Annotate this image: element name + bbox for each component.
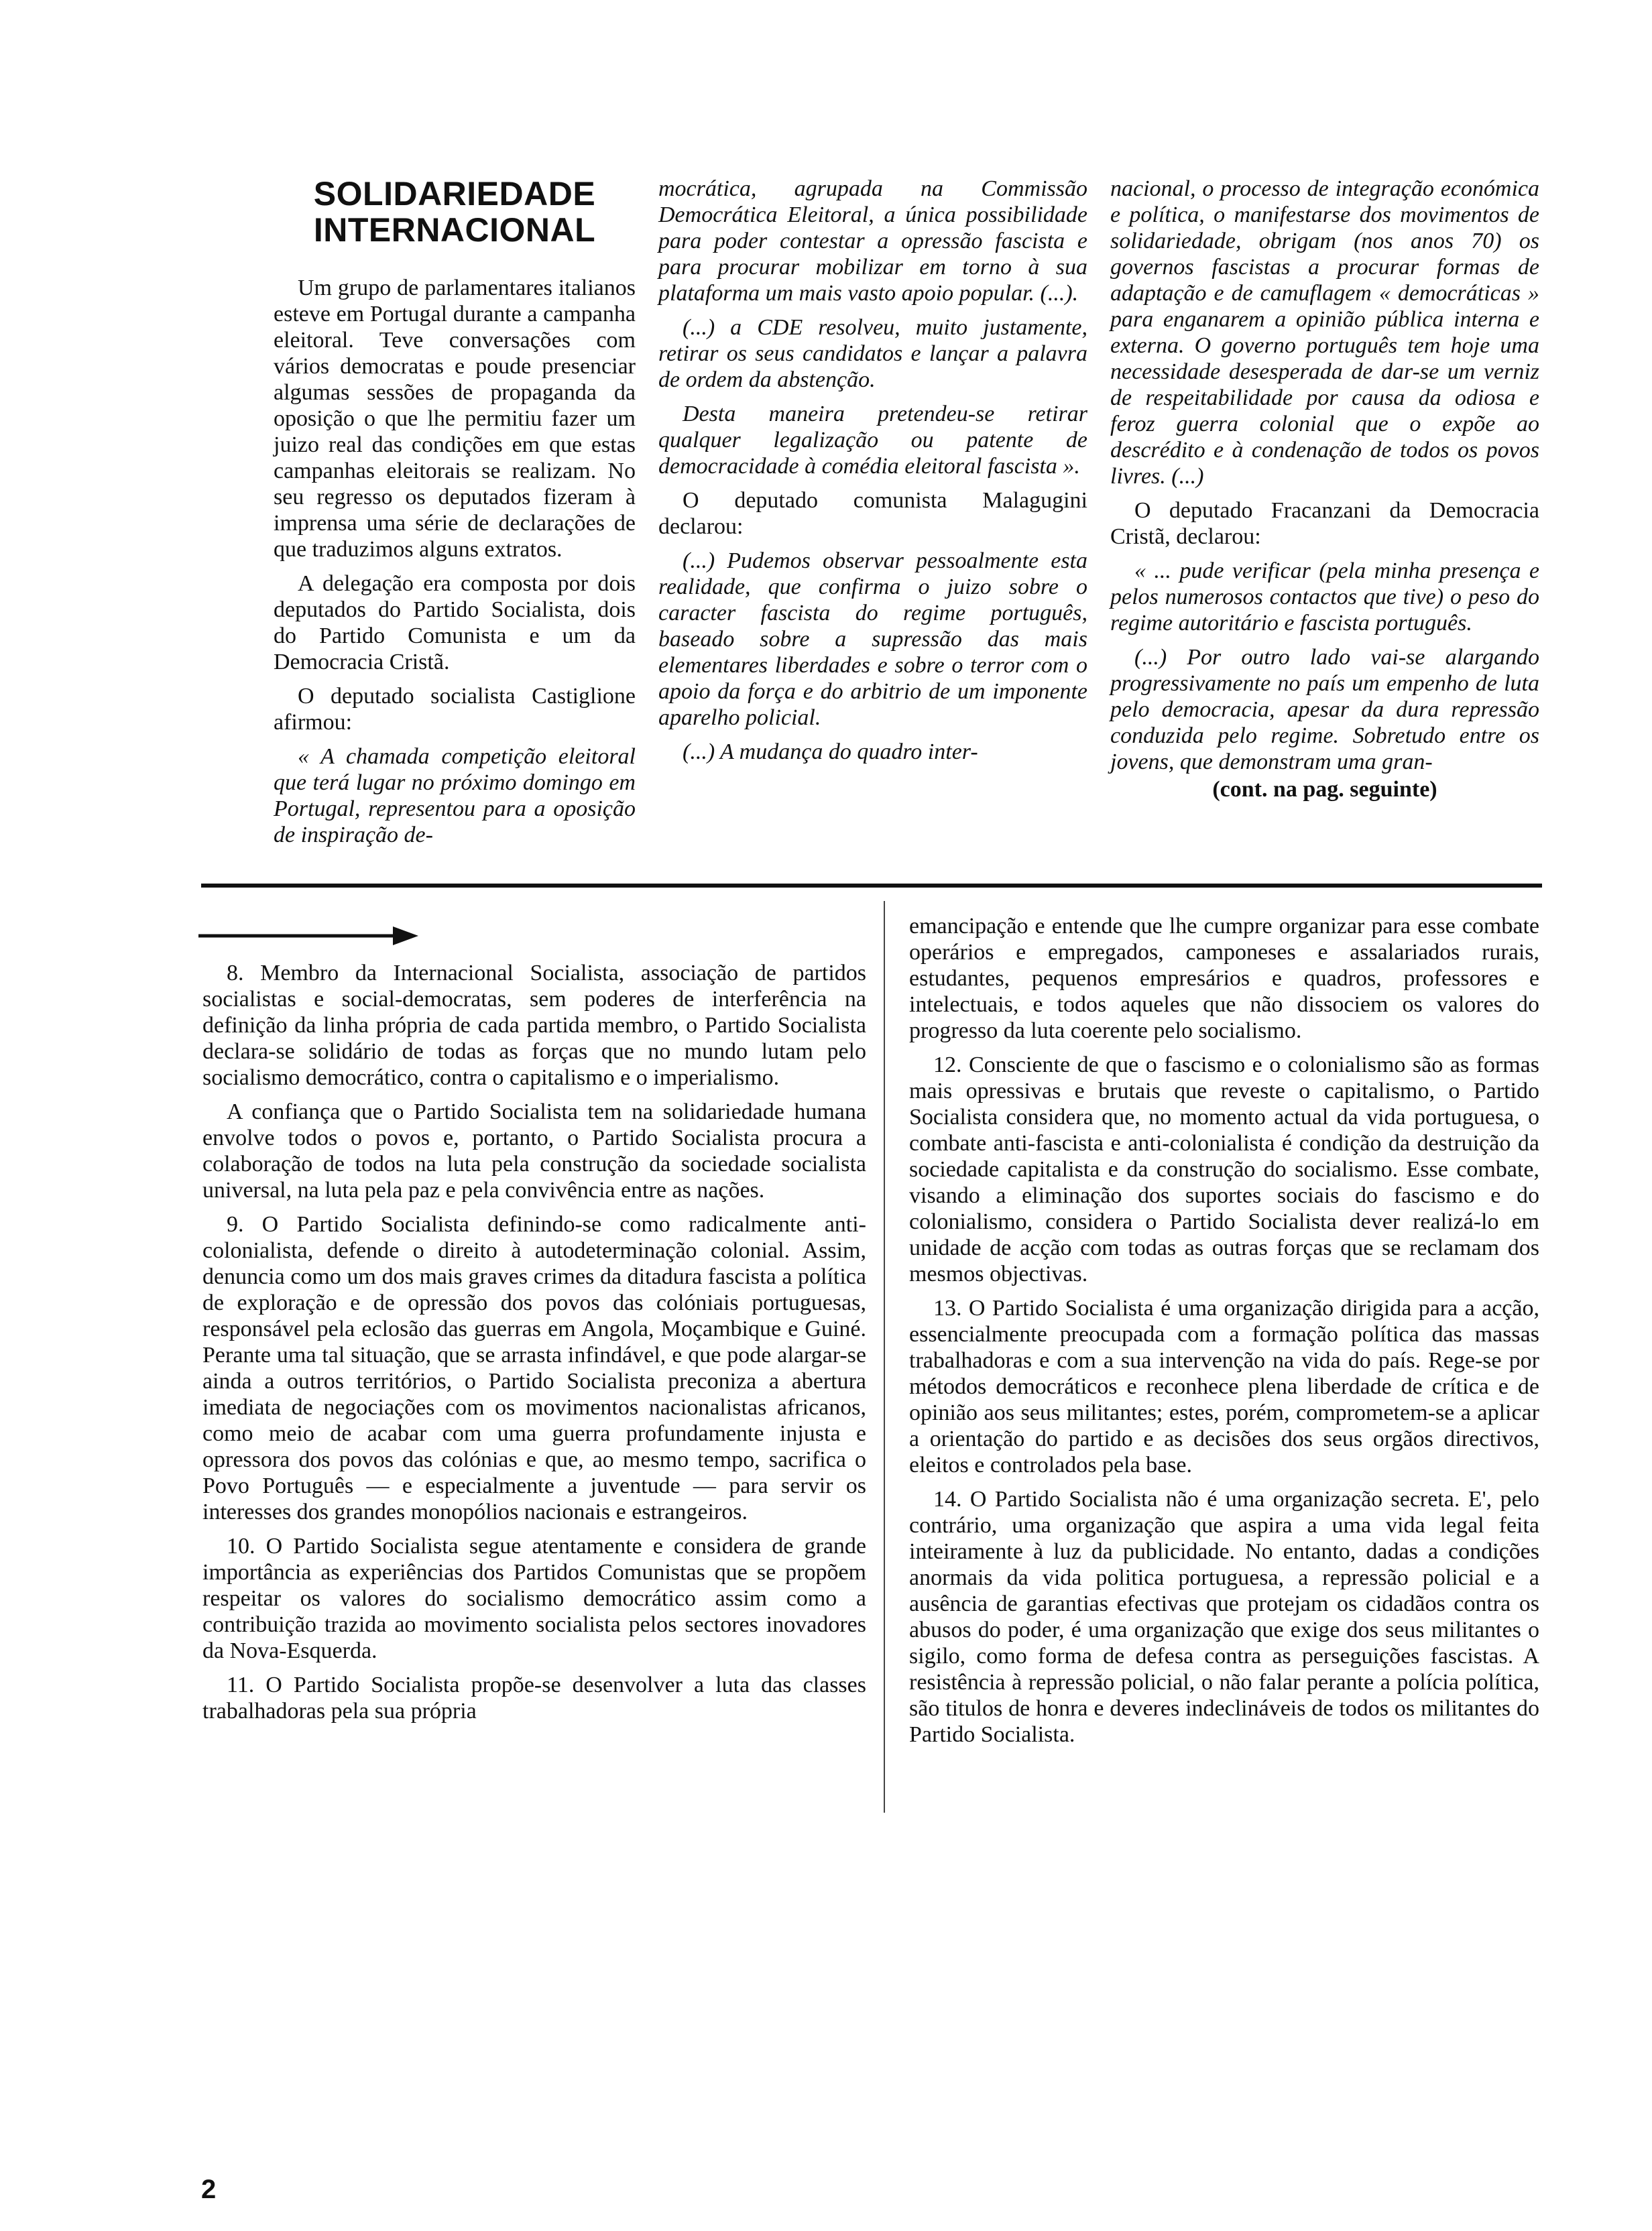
quote-paragraph: nacional, o processo de integração económica e política, o manifestarse dos movimentos de solidariedade, obrigam (nos anos 70) os governos fascistas a procurar formas de adaptação e de camuflagem « democráticas » para enganarem a opinião pública interna e externa. O governo português tem hoje uma necessidade desesperada de dar-se um verniz de respeitabilidade por causa da odiosa e feroz guerra colonial que o expõe ao descrédito e à condenação de todos os povos livres. (...): [1110, 176, 1539, 489]
column-divider-rule: [884, 901, 885, 1813]
bottom-column-2: [909, 913, 1539, 1756]
paragraph: emancipação e entende que lhe cumpre organizar para esse combate operários e empregados, camponeses e assalariados rurais, estudantes, pequenos empresários e quadros, professores e intelectuais, e todos aqueles que não dissociem os valores do progresso da luta coerente pelo socialismo.: [909, 914, 1539, 1043]
top-column-3: [1110, 176, 1539, 810]
quote-paragraph: « A chamada competição eleitoral que terá lugar no próximo domingo em Portugal, representou para a oposição de inspiração de-: [274, 744, 636, 847]
top-column-2: [658, 176, 1087, 773]
paragraph: A delegação era composta por dois deputados do Partido Socialista, dois do Partido Comunista e um da Democracia Cristã.: [274, 571, 636, 674]
paragraph: A confiança que o Partido Socialista tem na solidariedade humana envolve todos o povos e, portanto, o Partido Socialista procura a colaboração de todos na luta pela construção da sociedade socialista universal, na luta pela paz e pela convivência entre as nações.: [202, 1099, 866, 1203]
top-column-1: [274, 176, 636, 856]
continued-note: (cont. na pag. seguinte): [1212, 777, 1437, 802]
paragraph: Um grupo de parlamentares italianos esteve em Portugal durante a campanha eleitoral. Teve conversações com vários democratas e poude presenciar algumas sessões de propaganda da oposição o que lhe permitiu fazer um juizo real das condições em que estas campanhas eleitorais se realizam. No seu regresso os deputados fizeram à imprensa uma série de declarações de que traduzimos alguns extratos.: [274, 276, 636, 562]
quote-paragraph: (...) A mudança do quadro inter-: [683, 739, 978, 764]
numbered-paragraph: 8. Membro da Internacional Socialista, associação de partidos socialistas e social-democratas, sem poderes de interferência na definição da linha própria de cada partida membro, o Partido Socialista declara-se solidário de todas as forças que no mundo lutam pelo socialismo democrático, contra o capitalismo e o imperialismo.: [202, 961, 866, 1090]
quote-paragraph: « ... pude verificar (pela minha presença e pelos numerosos contactos que tive) o peso do regime autoritário e fascista português.: [1110, 558, 1539, 636]
numbered-paragraph: 9. O Partido Socialista definindo-se como radicalmente anti-colonialista, defende o direito à autodeterminação colonial. Assim, denuncia como um dos mais graves crimes da ditadura fascista a política de exploração e de opressão dos povos das colóniais portuguesas, responsável pela eclosão das guerras em Angola, Moçambique e Guiné. Perante uma tal situação, que se arrasta infindável, e que pode alargar-se ainda a outros territórios, o Partido Socialista preconiza a abertura imediata de negociações com os movimentos nacionalistas africanos, como meio de acabar com uma guerra profundamente injusta e opressora dos povos das colónias e que, ao mesmo tempo, sacrifica o Povo Português — e especialmente a juventude — para servir os interesses dos grandes monopólios nacionais e estrangeiros.: [202, 1212, 866, 1524]
arrow-right-icon: [198, 922, 420, 949]
numbered-paragraph: 12. Consciente de que o fascismo e o colonialismo são as formas mais opressivas e brutais que reveste o capitalismo, o Partido Socialista considera que, no momento actual da vida portuguesa, o combate anti-fascista e anti-colonialista é condição da destruição da sociedade capitalista e da construção do socialismo. Esse combate, visando a eliminação dos suportes sociais do fascismo e do colonialismo, considera o Partido Socialista dever realizá-lo em unidade de acção com todas as outras forças que se reclamam dos mesmos objectivas.: [909, 1052, 1539, 1286]
bottom-column-1: [202, 960, 866, 1732]
numbered-paragraph: 13. O Partido Socialista é uma organização dirigida para a acção, essencialmente preocupada com a formação política das massas trabalhadoras e com a sua intervenção na vida do país. Rege-se por métodos democráticos e reconhece plena liberdade de crítica e de opinião aos seus militantes; estes, porém, comprometem-se a aplicar a orientação do partido e as decisões dos seus orgãos directivos, eleitos e controlados pela base.: [909, 1296, 1539, 1478]
numbered-paragraph: 11. O Partido Socialista propõe-se desenvolver a luta das classes trabalhadoras pela sua própria: [202, 1673, 866, 1724]
paragraph: O deputado Fracanzani da Democracia Cristã, declarou:: [1110, 498, 1539, 549]
paragraph: O deputado comunista Malagugini declarou:: [658, 488, 1087, 539]
numbered-paragraph: 14. O Partido Socialista não é uma organização secreta. E', pelo contrário, uma organização que aspira a uma vida legal feita inteiramente à luz da publicidade. No entanto, dadas a condições anormais da vida politica portuguesa, a repressão policial e a ausência de garantias efectivas que protejam os cidadãos contra os abusos do poder, é uma organização que exige dos seus militantes o sigilo, como forma de defesa contra as perseguições fascistas. A resistência à repressão policial, o não falar perante a polícia política, são titulos de honra e deveres indeclináveis de todos os militantes do Partido Socialista.: [909, 1487, 1539, 1747]
section-divider-rule: [201, 884, 1542, 888]
article-headline: SOLIDARIEDADE INTERNACIONAL: [313, 175, 596, 249]
quote-paragraph: Desta maneira pretendeu-se retirar qualquer legalização ou patente de democracidade à comédia eleitoral fascista ».: [658, 402, 1087, 479]
quote-paragraph: (...) Por outro lado vai-se alargando progressivamente no país um empenho de luta pelo democracia, apesar da dura repressão conduzida pelo regime. Sobretudo entre os jovens, que demonstram uma gran-: [1110, 645, 1539, 774]
quote-paragraph: (...) a CDE resolveu, muito justamente, retirar os seus candidatos e lançar a palavra de ordem da abstenção.: [658, 315, 1087, 392]
numbered-paragraph: 10. O Partido Socialista segue atentamente e considera de grande importância as experiências dos Partidos Comunistas que se propõem respeitar os valores do socialismo democrático assim como a contribuição trazida ao movimento socialista pelos sectores inovadores da Nova-Esquerda.: [202, 1534, 866, 1663]
page-number: 2: [201, 2175, 217, 2204]
quote-paragraph: mocrática, agrupada na Commissão Democrática Eleitoral, a única possibilidade para poder contestar a opressão fascista e para procurar mobilizar em torno à sua plataforma um mais vasto apoio popular. (...).: [658, 176, 1087, 306]
quote-paragraph: (...) Pudemos observar pessoalmente esta realidade, que confirma o juizo sobre o caracter fascista do regime português, baseado sobre a supressão das mais elementares liberdades e sobre o terror com o apoio da força e do arbitrio de um imponente aparelho policial.: [658, 548, 1087, 730]
paragraph: O deputado socialista Castiglione afirmou:: [274, 684, 636, 735]
